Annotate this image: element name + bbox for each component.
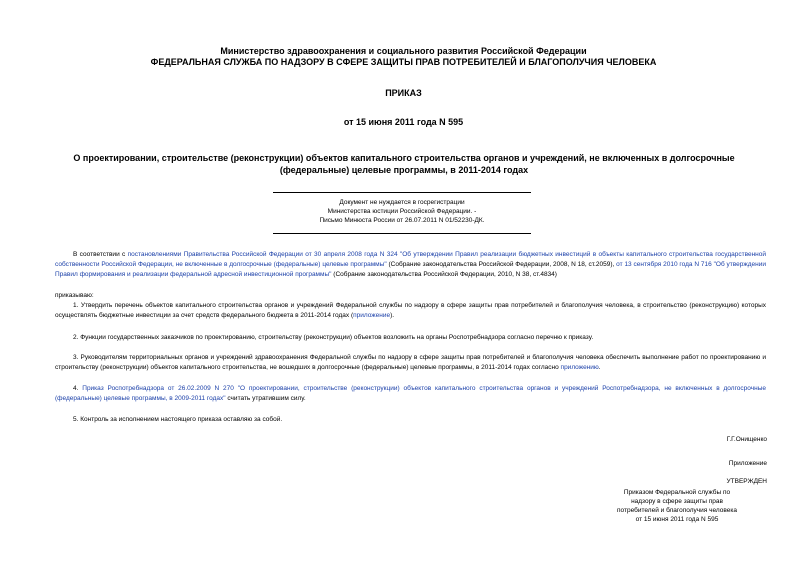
item-1-end: ). <box>390 312 395 319</box>
document-date-number: от 15 июня 2011 года N 595 <box>343 117 464 127</box>
preamble-text: (Собрание законодательства Российской Федерации, 2008, N 18, ст.2059), <box>386 261 617 268</box>
resolution-716-link[interactable]: от 13 сентября 2010 года N 716 "Об утверждении Правил формирования и реализации федеральной адресной инвестиционной программы" <box>55 261 767 278</box>
item-1 <box>55 301 766 321</box>
document-type: ПРИКАЗ <box>385 88 422 98</box>
approval-line: Приказом Федеральной службы по <box>623 489 731 496</box>
item-4-start: 4. <box>73 385 83 392</box>
registration-note <box>273 198 531 225</box>
item-2: 2. Функции государственных заказчиков по проектированию, строительству (реконструкции) объектов возложить на органы Роспотребнадзора согласно перечню к приказу. <box>73 334 594 341</box>
document-subject: О проектировании, строительстве (реконструкции) объектов капитального строительства органов и учреждений, не включенных в долгосрочные (федеральные) целевые программы, в 2011-2014 годах <box>73 153 735 175</box>
registration-note-line: Документ не нуждается в госрегистрации <box>339 199 465 206</box>
item-1-text: 1. Утвердить перечень объектов капитального строительства органов и учреждений Федеральной службы по надзору в сфере защиты прав потребителей и благополучия человека, в строительство (реконструкцию) которых осуществлять бюджетные инвестиции за счет средств федерального бюджета в 2011-2014 годах ( <box>55 302 766 319</box>
order-270-link[interactable]: Приказ Роспотребнадзора от 26.02.2009 N 270 "О проектировании, строительстве (реконструкции) объектов капитального строительства органов и учреждений Роспотребнадзора, не включенных в долгосрочные (федеральные) целевые программы, в 2009-2011 годах" <box>55 385 767 402</box>
approval-block <box>587 488 767 524</box>
service-title: ФЕДЕРАЛЬНАЯ СЛУЖБА ПО НАДЗОРУ В СФЕРЕ ЗАЩИТЫ ПРАВ ПОТРЕБИТЕЛЕЙ И БЛАГОПОЛУЧИЯ ЧЕЛОВЕКА <box>150 57 657 67</box>
preamble-paragraph <box>55 250 766 280</box>
appendix-label: Приложение <box>728 460 767 467</box>
resolution-324-link[interactable]: постановлениями Правительства Российской Федерации от 30 апреля 2008 года N 324 "Об утверждении Правил реализации бюджетных инвестиций в объекты капитального строительства государственной собственности Российской Федерации, не включенные в долгосрочные (федеральные) целевые программы" <box>55 251 766 268</box>
item-4 <box>55 384 766 404</box>
item-3-text: 3. Руководителям территориальных органов и учреждений здравоохранения Федеральной службы по надзору в сфере защиты прав потребителей и благополучия человека обеспечить выполнение работ по проектированию и строительству (реконструкции) объектов капитального строительства, не вошедших в долгосрочные (федеральные) целевые программы, в 2011-2014 годах согласно <box>55 354 766 371</box>
ministry-title: Министерство здравоохранения и социального развития Российской Федерации <box>220 46 587 56</box>
approval-title: УТВЕРЖДЕН <box>726 478 767 485</box>
approval-line: надзору в сфере защиты прав <box>631 498 723 505</box>
item-5: 5. Контроль за исполнением настоящего приказа оставляю за собой. <box>73 416 283 423</box>
item-3 <box>55 353 766 373</box>
divider-top <box>273 192 531 193</box>
preamble-text: (Собрание законодательства Российской Федерации, 2010, N 38, ст.4834) <box>331 271 557 278</box>
appendix-link[interactable]: приложение <box>353 312 391 319</box>
registration-note-line: Министерства юстиции Российской Федерации. - <box>327 208 477 215</box>
signature: Г.Г.Онищенко <box>726 436 767 443</box>
item-3-end: . <box>598 364 601 371</box>
preamble-text: В соответствии с <box>73 251 128 258</box>
approval-line: потребителей и благополучия человека <box>617 507 737 514</box>
approval-line: от 15 июня 2011 года N 595 <box>635 516 719 523</box>
registration-note-line: Письмо Минюста России от 26.07.2011 N 01/52230-ДК. <box>319 217 485 224</box>
order-word: приказываю: <box>55 292 94 299</box>
divider-bottom <box>273 233 531 234</box>
appendix-link-2[interactable]: приложению <box>560 364 599 371</box>
item-4-end: считать утратившим силу. <box>225 395 306 402</box>
